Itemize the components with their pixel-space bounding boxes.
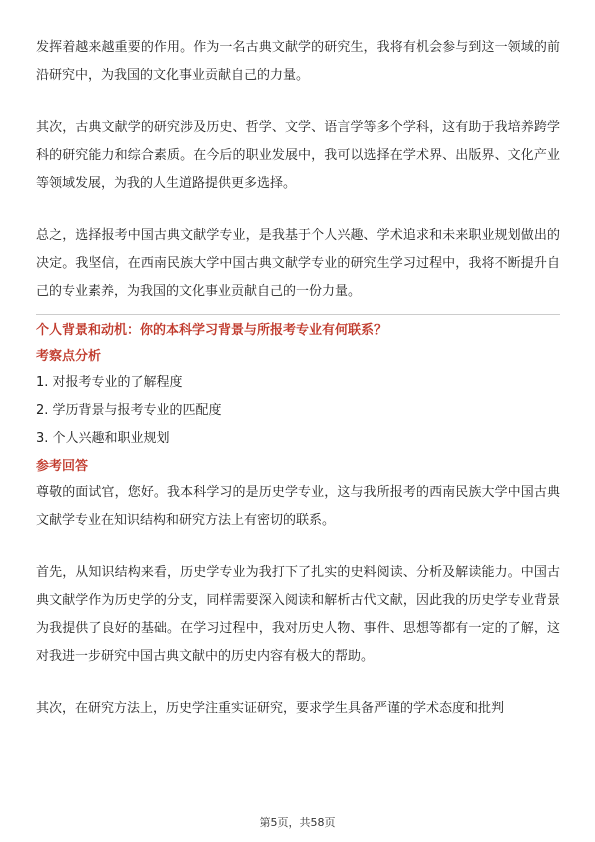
page-number: 第5页，共58页 (259, 816, 336, 829)
answer-section (36, 479, 560, 723)
answer-paragraph-2: 首先，从知识结构来看，历史学专业为我打下了扎实的史料阅读、分析及解读能力。中国古典文献学作为历史学的分支，同样需要深入阅读和解析古代文献，因此我的历史学专业背景为我提供了良好的基础。在学习过程中，我对历史人物、事件、思想等都有一定的了解，这对我进一步研究中国古典文献中的历史内容有极大的帮助。 (36, 565, 560, 664)
analysis-list (36, 369, 560, 453)
section-divider (36, 314, 560, 315)
analysis-point-3: 3. 个人兴趣和职业规划 (36, 431, 170, 446)
page-content (36, 34, 560, 723)
intro-section (36, 34, 560, 306)
intro-paragraph-1: 发挥着越来越重要的作用。作为一名古典文献学的研究生，我将有机会参与到这一领域的前沿研究中，为我国的文化事业贡献自己的力量。 (36, 40, 560, 83)
analysis-title: 考察点分析 (36, 349, 102, 364)
intro-paragraph-3: 总之，选择报考中国古典文献学专业，是我基于个人兴趣、学术追求和未来职业规划做出的决定。我坚信，在西南民族大学中国古典文献学专业的研究生学习过程中，我将不断提升自己的专业素养，为我国的文化事业贡献自己的一份力量。 (36, 228, 560, 299)
intro-paragraph-2: 其次，古典文献学的研究涉及历史、哲学、文学、语言学等多个学科，这有助于我培养跨学科的研究能力和综合素质。在今后的职业发展中，我可以选择在学术界、出版界、文化产业等领域发展，为我的人生道路提供更多选择。 (36, 120, 560, 191)
answer-paragraph-3: 其次，在研究方法上，历史学注重实证研究，要求学生具备严谨的学术态度和批判 (36, 701, 505, 716)
answer-title: 参考回答 (36, 459, 89, 474)
answer-paragraph-1: 尊敬的面试官，您好。我本科学习的是历史学专业，这与我所报考的西南民族大学中国古典文献学专业在知识结构和研究方法上有密切的联系。 (36, 485, 560, 528)
analysis-point-1: 1. 对报考专业的了解程度 (36, 375, 183, 390)
question-heading: 个人背景和动机：你的本科学习背景与所报考专业有何联系？ (36, 323, 388, 338)
analysis-point-2: 2. 学历背景与报考专业的匹配度 (36, 403, 222, 418)
